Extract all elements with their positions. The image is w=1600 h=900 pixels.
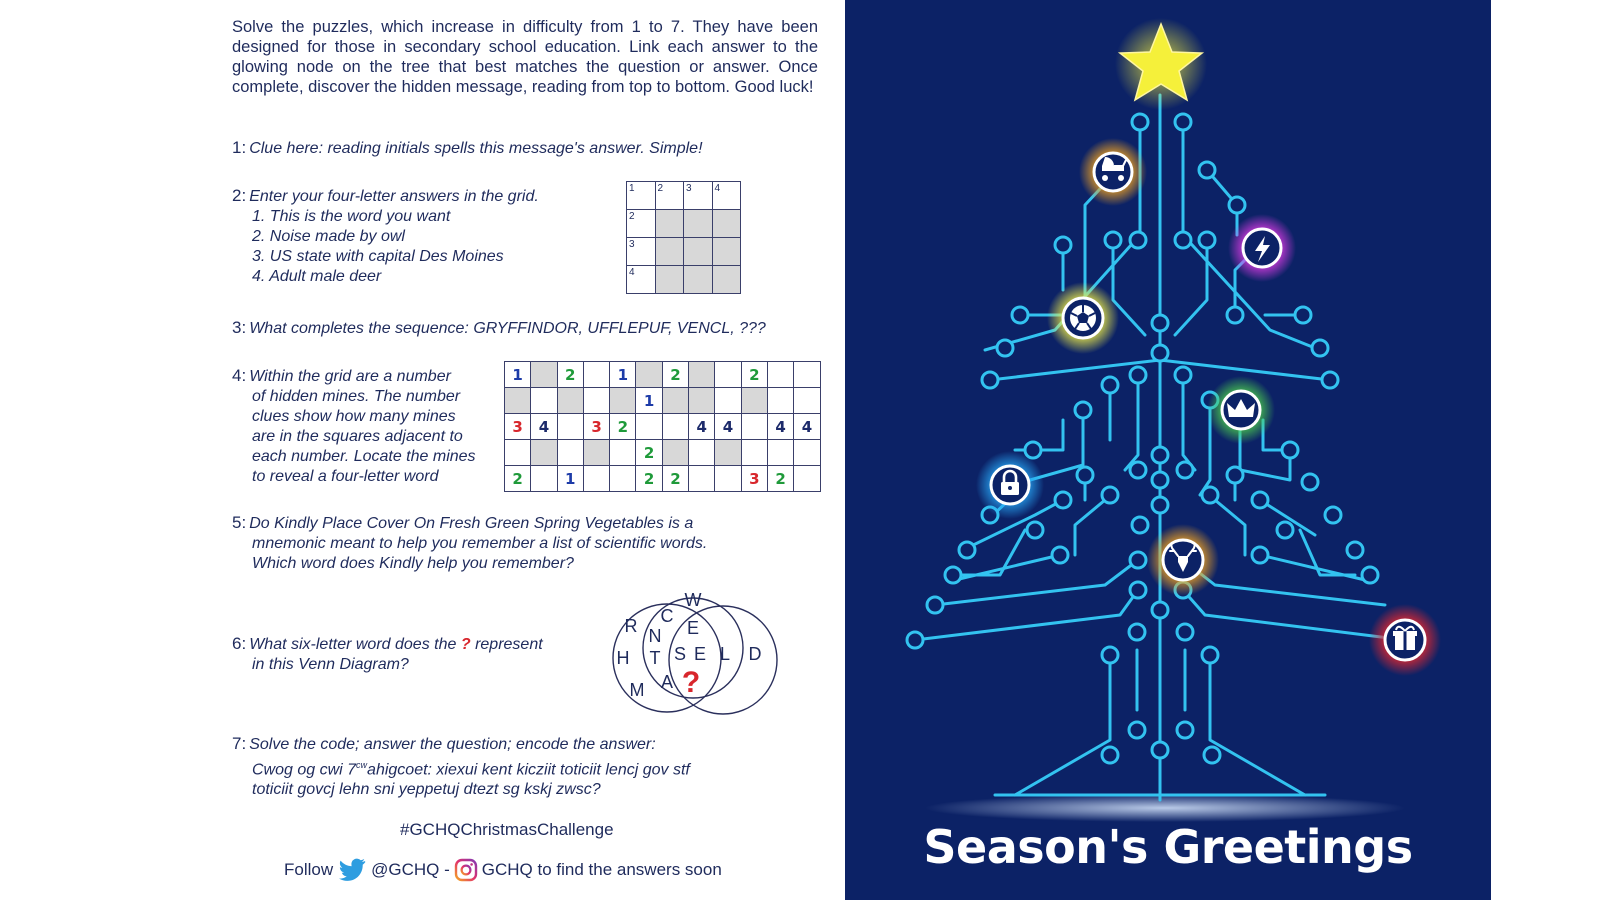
gift-icon [1369,604,1441,676]
mine-cell[interactable] [583,362,609,388]
mine-cell[interactable]: 4 [531,414,557,440]
question-7 [232,734,690,800]
mine-cell[interactable]: 1 [557,466,583,492]
mine-cell[interactable] [557,388,583,414]
question-3 [232,318,766,339]
grid-cell[interactable] [684,210,713,238]
grid-cell[interactable] [684,266,713,294]
question-4 [232,366,476,487]
cipher-line-1 [232,755,690,780]
mine-cell[interactable]: 2 [662,362,688,388]
mine-cell[interactable]: 2 [636,440,662,466]
question-text-line: mnemonic meant to help you remember a list of scientific words. [252,535,708,552]
mine-cell[interactable]: 4 [689,414,715,440]
question-number: 7: [232,734,247,753]
question-text: What six-letter word does the [249,636,457,653]
grid-cell[interactable]: 3 [684,182,713,210]
mine-cell[interactable] [715,466,741,492]
venn-letter: S [673,644,687,664]
venn-letter: E [686,618,700,638]
question-number: 4: [232,366,247,385]
clue-3: 3. US state with capital Des Moines [252,248,504,265]
mine-cell[interactable] [794,440,820,466]
clue-1: 1. This is the word you want [252,208,451,225]
mine-cell[interactable] [583,388,609,414]
mine-cell[interactable] [689,388,715,414]
mine-cell[interactable]: 3 [505,414,531,440]
mine-cell[interactable] [531,388,557,414]
question-number: 3: [232,318,247,337]
mine-cell[interactable]: 2 [505,466,531,492]
grid-cell[interactable]: 2 [627,210,656,238]
grid-cell[interactable] [712,266,741,294]
question-6 [232,634,543,675]
venn-diagram [605,592,785,722]
question-text: Enter your four-letter answers in the grid. [249,188,539,205]
cipher-text: ahigcoet: xiexui kent kicziit toticiit lencj gov stf [367,761,690,779]
mine-cell[interactable] [636,414,662,440]
question-text-line: in this Venn Diagram? [252,656,409,673]
mine-cell[interactable] [610,466,636,492]
question-text-line: of hidden mines. The number [252,388,461,405]
mine-cell[interactable] [741,388,767,414]
question-5 [232,513,707,574]
clue-4: 4. Adult male deer [252,268,382,285]
twitter-handle[interactable]: @GCHQ - [371,860,450,879]
venn-letter: D [748,644,762,664]
mine-cell[interactable]: 4 [767,414,793,440]
circuit-tree [845,0,1491,900]
mine-cell[interactable] [531,466,557,492]
mine-cell[interactable] [505,440,531,466]
question-text: Within the grid are a number [249,368,451,385]
crown-icon [1207,376,1275,444]
mine-cell[interactable] [794,388,820,414]
question-number: 1: [232,138,247,157]
mine-cell[interactable]: 4 [715,414,741,440]
mine-cell[interactable] [583,440,609,466]
grid-row [505,362,821,388]
mine-cell[interactable] [715,440,741,466]
mine-cell[interactable] [531,362,557,388]
question-text-line: to reveal a four-letter word [252,468,439,485]
mine-cell[interactable]: 2 [741,362,767,388]
mine-cell[interactable]: 1 [505,362,531,388]
mine-cell[interactable] [557,414,583,440]
mine-cell[interactable] [662,414,688,440]
mine-cell[interactable]: 3 [741,466,767,492]
question-number: 2: [232,186,247,205]
mine-cell[interactable] [715,362,741,388]
question-text: represent [475,636,543,653]
question-2 [232,186,539,287]
question-1 [232,138,703,159]
mine-cell[interactable]: 2 [636,466,662,492]
mine-cell[interactable] [689,362,715,388]
circuit-nodes [907,114,1378,763]
mine-cell[interactable] [583,466,609,492]
seasons-greetings-title: Season's Greetings [923,820,1413,874]
venn-letter: E [693,644,707,664]
venn-letter: W [684,592,702,610]
mine-cell[interactable] [689,466,715,492]
instagram-icon[interactable] [454,858,478,882]
mine-cell[interactable] [767,440,793,466]
mine-cell[interactable]: 1 [636,388,662,414]
mine-cell[interactable]: 2 [610,414,636,440]
mine-cell[interactable] [741,440,767,466]
lightning-icon [1228,214,1296,282]
football-icon [1047,282,1119,354]
minesweeper-grid [504,361,821,492]
grid-cell[interactable]: 4 [712,182,741,210]
question-number: 6: [232,634,247,653]
intro-text: Solve the puzzles, which increase in difficulty from 1 to 7. They have been designed for those in secondary school education. Link each answer to the glowing node on the tree that best matches the question or answer. Once complete, discover the hidden message, reading from top to bottom. Good luck! [232,18,818,96]
grid-cell[interactable] [655,238,684,266]
grid-cell[interactable] [712,238,741,266]
grid-cell[interactable]: 4 [627,266,656,294]
grid-row [505,440,821,466]
grid-cell[interactable] [655,266,684,294]
clue-2: 2. Noise made by owl [252,228,405,245]
mine-cell[interactable] [662,440,688,466]
cipher-line-2: toticiit govcj lehn sni yeppetuj dtezt sg kskj zwsc? [252,781,601,799]
grid-cell[interactable] [684,238,713,266]
padlock-icon [976,451,1044,519]
mine-cell[interactable]: 2 [767,466,793,492]
instagram-handle[interactable]: GCHQ to find the answers soon [481,860,722,879]
follow-line [284,858,722,882]
mine-cell[interactable] [662,388,688,414]
question-mark-red: ? [460,636,471,653]
grid-row [505,466,821,492]
grid-row [505,414,821,440]
mine-cell[interactable] [741,414,767,440]
venn-letter: H [616,648,630,668]
mine-cell[interactable]: 2 [662,466,688,492]
twitter-icon[interactable] [337,858,367,882]
mine-cell[interactable] [557,440,583,466]
mine-cell[interactable]: 1 [610,362,636,388]
star-icon [1115,18,1207,110]
question-text-line: each number. Locate the mines [252,448,476,465]
venn-letter: N [648,626,662,646]
question-text-line: Which word does Kindly help you remember? [252,555,574,572]
mine-cell[interactable] [689,440,715,466]
mine-cell[interactable] [636,362,662,388]
cipher-superscript: cw [356,760,368,770]
christmas-card [845,0,1491,900]
stag-icon [1147,524,1219,596]
mine-cell[interactable] [767,362,793,388]
mine-cell[interactable] [794,466,820,492]
mine-cell[interactable] [767,388,793,414]
mine-cell[interactable]: 2 [557,362,583,388]
grid-cell[interactable] [655,210,684,238]
hashtag: #GCHQChristmasChallenge [400,820,614,839]
venn-letter: M [629,680,645,700]
venn-letter: R [624,616,638,636]
venn-question-mark: ? [681,666,701,699]
mine-cell[interactable] [610,388,636,414]
question-text-line: clues show how many mines [252,408,456,425]
pram-icon [1079,138,1147,206]
mine-cell[interactable] [715,388,741,414]
mine-cell[interactable]: 4 [794,414,820,440]
question-text: Solve the code; answer the question; encode the answer: [249,736,656,753]
grid-cell[interactable] [712,210,741,238]
venn-letter: A [660,672,674,692]
grid-row [505,388,821,414]
grid-cell[interactable]: 3 [627,238,656,266]
follow-label: Follow [284,860,334,879]
mine-cell[interactable] [531,440,557,466]
question-number: 5: [232,513,247,532]
venn-letter: T [649,648,661,668]
floor-glow [925,794,1405,822]
mine-cell[interactable] [794,362,820,388]
question-text-line: are in the squares adjacent to [252,428,463,445]
mine-cell[interactable] [610,440,636,466]
question-text: What completes the sequence: GRYFFINDOR, UFFLEPUF, VENCL, ??? [249,320,766,337]
word-square-grid [626,181,741,294]
question-text: Do Kindly Place Cover On Fresh Green Spring Vegetables is a [249,515,694,532]
cipher-text: Cwog og cwi 7 [252,761,357,779]
venn-letter: L [719,644,731,664]
grid-cell[interactable]: 1 [627,182,656,210]
question-text: Clue here: reading initials spells this message's answer. Simple! [249,140,703,157]
grid-cell[interactable]: 2 [655,182,684,210]
mine-cell[interactable]: 3 [583,414,609,440]
venn-letter: C [660,606,674,626]
mine-cell[interactable] [505,388,531,414]
